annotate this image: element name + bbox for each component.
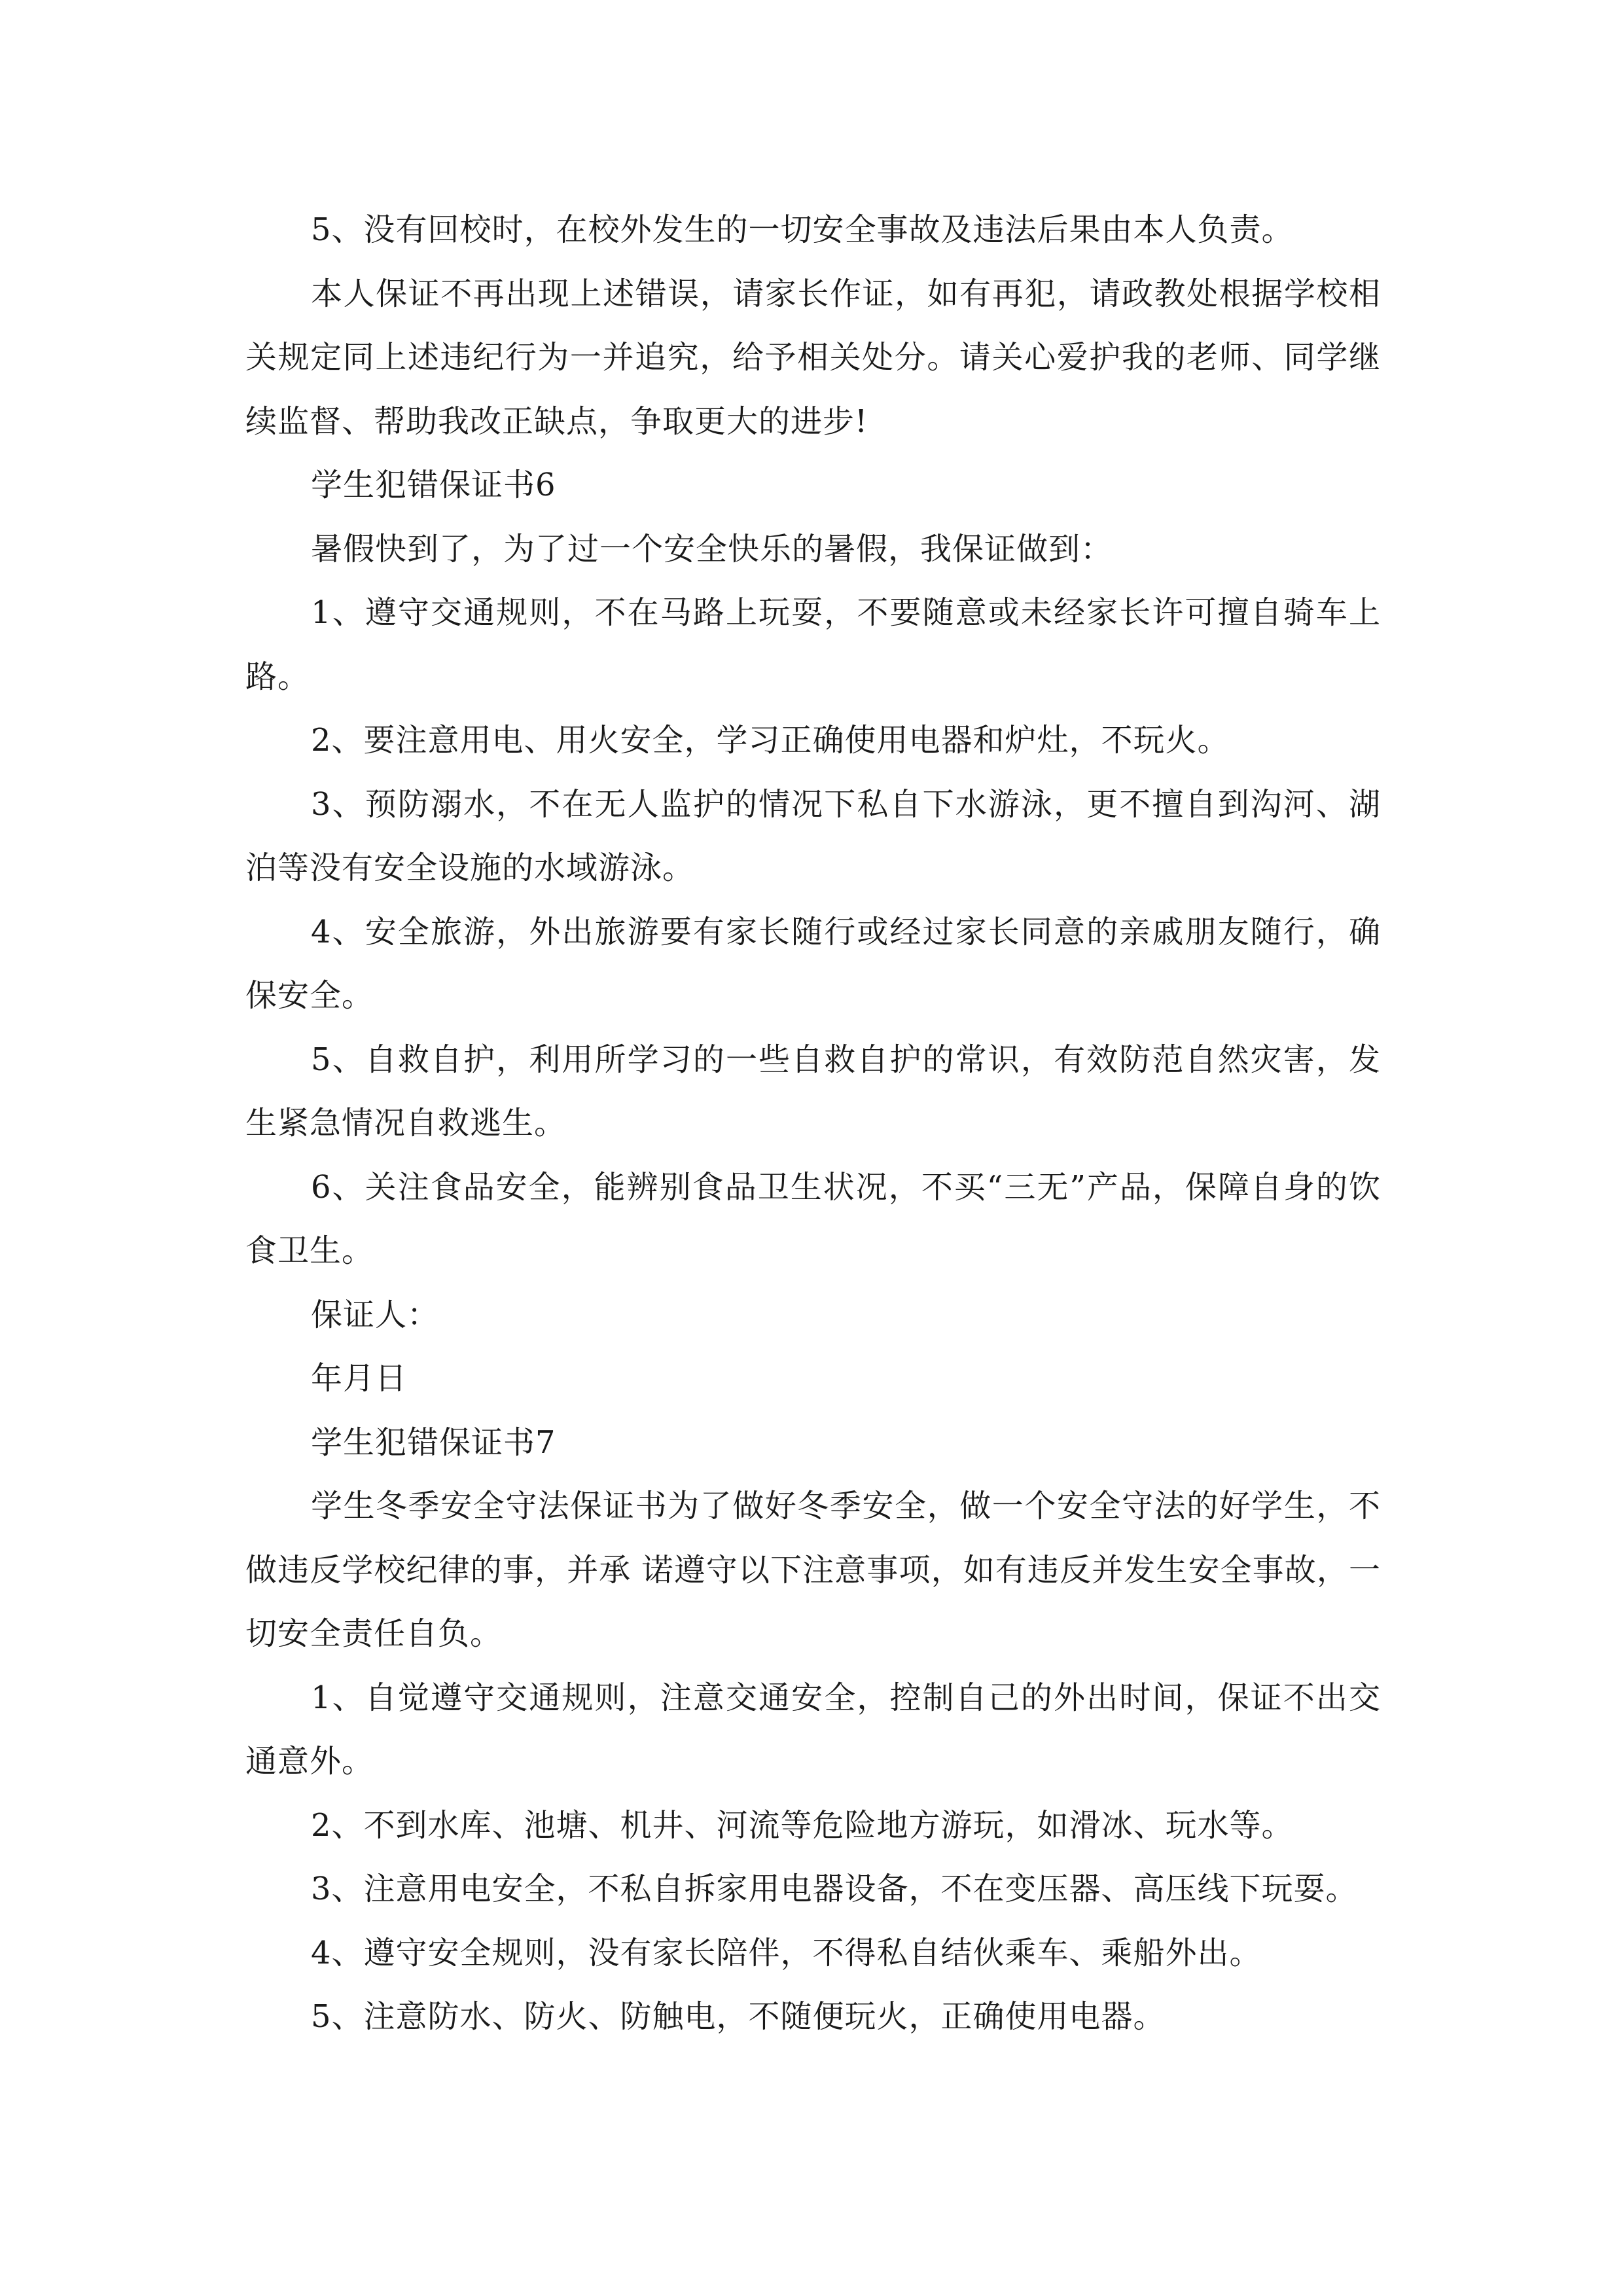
section-heading-7: 学生犯错保证书7	[311, 1424, 556, 1461]
paragraph-winter-item-1: 1、自觉遵守交通规则，注意交通安全，控制自己的外出时间，保证不出交通意外。	[245, 1679, 1381, 1780]
paragraph-winter-item-3: 3、注意用电安全，不私自拆家用电器设备，不在变压器、高压线下玩耍。	[311, 1871, 1358, 1907]
paragraph-summer-intro: 暑假快到了，为了过一个安全快乐的暑假，我保证做到：	[311, 530, 1113, 567]
paragraph-summer-item-5: 5、自救自护，利用所学习的一些自救自护的常识，有效防范自然灾害，发生紧急情况自救逃生。	[245, 1041, 1381, 1141]
signature-label: 保证人：	[311, 1296, 440, 1333]
paragraph-pledge-statement: 本人保证不再出现上述错误，请家长作证，如有再犯，请政教处根据学校相关规定同上述违纪行为一并追究，给予相关处分。请关心爱护我的老师、同学继续监督、帮助我改正缺点，争取更大的进步!	[245, 275, 1381, 440]
paragraph-winter-item-5: 5、注意防水、防火、防触电，不随便玩火，正确使用电器。	[311, 1998, 1166, 2035]
paragraph-winter-intro: 学生冬季安全守法保证书为了做好冬季安全，做一个安全守法的好学生，不做违反学校纪律的事，并承 诺遵守以下注意事项，如有违反并发生安全事故，一切安全责任自负。	[245, 1488, 1381, 1652]
paragraph-summer-item-1: 1、遵守交通规则，不在马路上玩耍，不要随意或未经家长许可擅自骑车上路。	[245, 594, 1381, 695]
paragraph-summer-item-4: 4、安全旅游，外出旅游要有家长随行或经过家长同意的亲戚朋友随行，确保安全。	[245, 913, 1381, 1014]
paragraph-item-5-after-school: 5、没有回校时，在校外发生的一切安全事故及违法后果由本人负责。	[311, 211, 1294, 248]
document-body	[245, 198, 1381, 2049]
paragraph-winter-item-2: 2、不到水库、池塘、机井、河流等危险地方游玩，如滑冰、玩水等。	[311, 1806, 1294, 1844]
paragraph-summer-item-2: 2、要注意用电、用火安全，学习正确使用电器和炉灶，不玩火。	[311, 722, 1230, 759]
paragraph-summer-item-3: 3、预防溺水，不在无人监护的情况下私自下水游泳，更不擅自到沟河、湖泊等没有安全设施的水域游泳。	[245, 785, 1381, 886]
section-heading-6: 学生犯错保证书6	[311, 467, 556, 503]
paragraph-summer-item-6: 6、关注食品安全，能辨别食品卫生状况，不买“三无”产品，保障自身的饮食卫生。	[245, 1168, 1381, 1269]
paragraph-winter-item-4: 4、遵守安全规则，没有家长陪伴，不得私自结伙乘车、乘船外出。	[311, 1934, 1262, 1971]
date-label: 年月日	[311, 1360, 408, 1397]
